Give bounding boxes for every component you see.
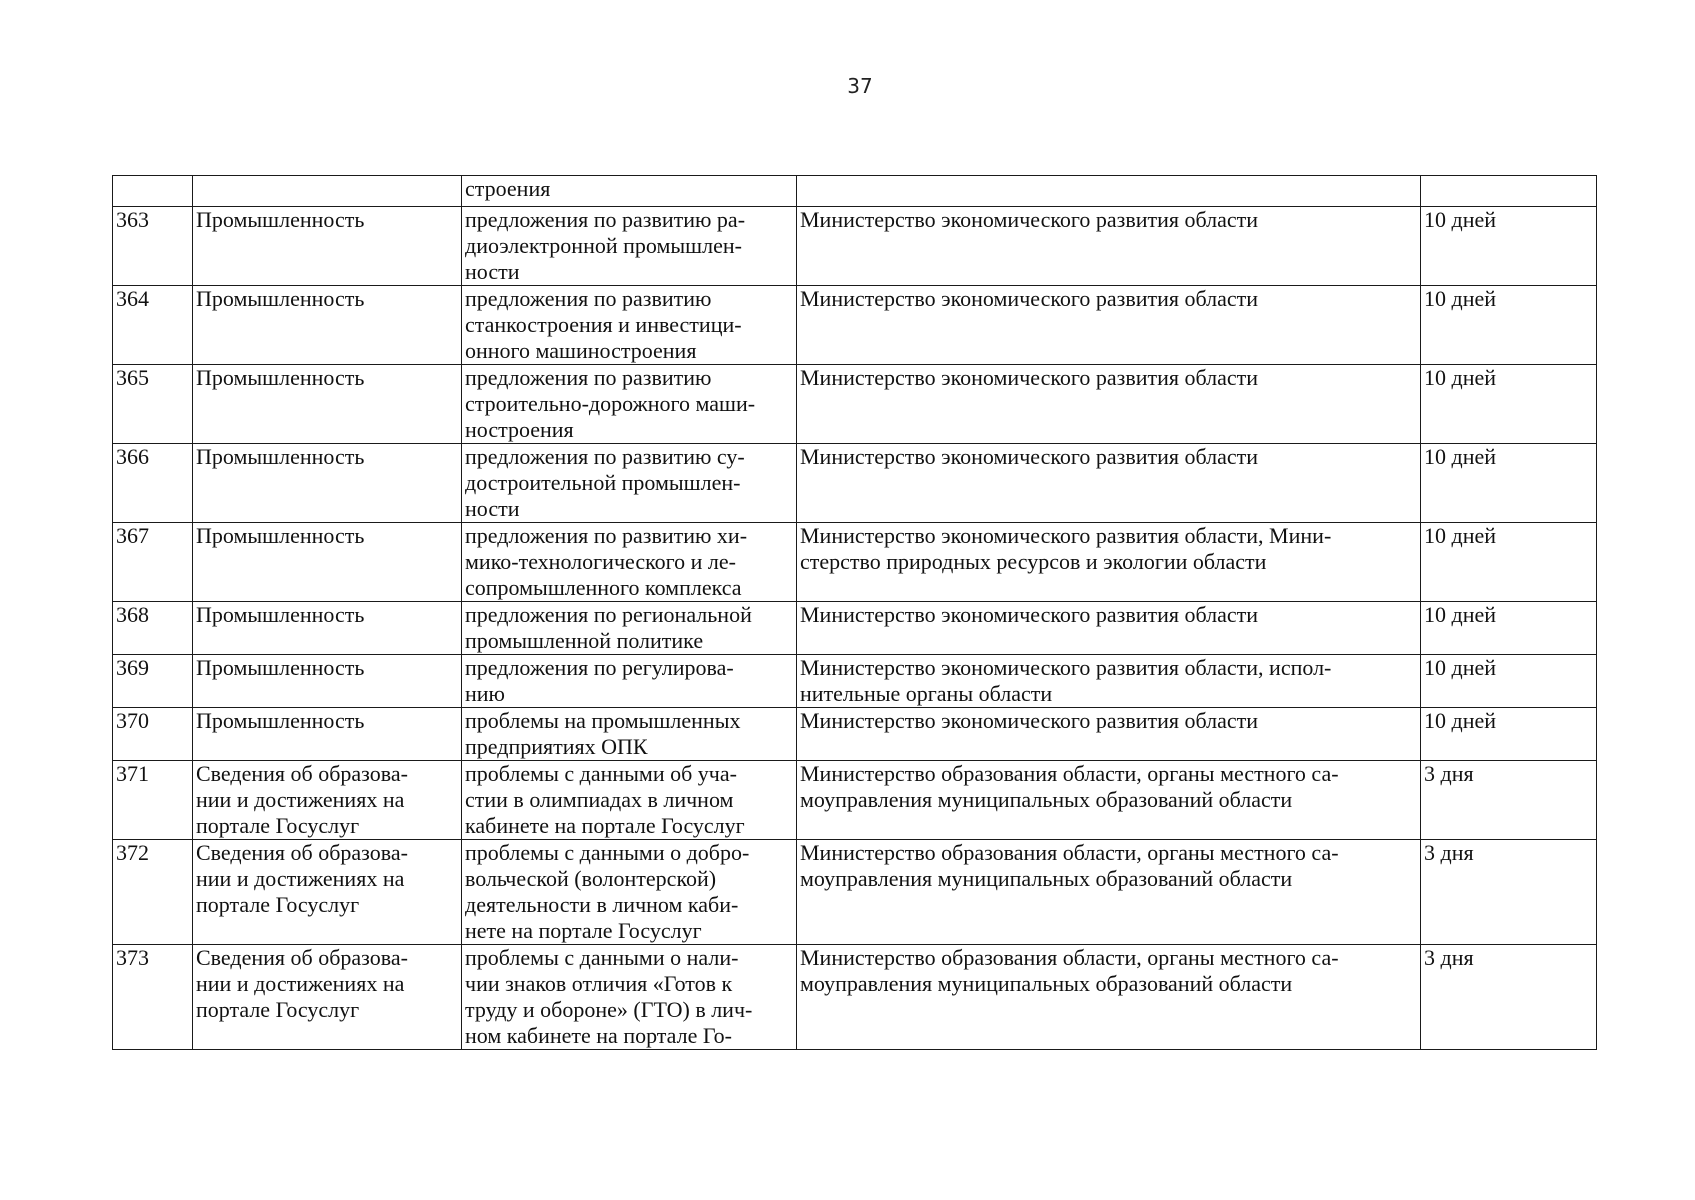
cell-term: [1421, 176, 1597, 207]
cell-subject: [462, 602, 797, 655]
table-row: [113, 840, 1597, 945]
cell-subject-text: проблемы с данными о нали- чии знаков отличия «Готов к труду и обороне» (ГТО) в лич- ном кабинете на портале Го-: [465, 945, 753, 1048]
cell-topic: [193, 655, 462, 708]
continuation-subject: строения: [465, 176, 551, 201]
cell-topic: [193, 840, 462, 945]
cell-topic-text: Промышленность: [196, 602, 365, 627]
cell-topic: [193, 444, 462, 523]
cell-organization-text: Министерство экономического развития области: [800, 602, 1259, 627]
cell-subject: [462, 207, 797, 286]
cell-number: [113, 655, 193, 708]
cell-organization-text: Министерство экономического развития области: [800, 365, 1259, 390]
cell-number: [113, 176, 193, 207]
cell-subject-text: проблемы на промышленных предприятиях ОПК: [465, 708, 741, 759]
continuation-row: [113, 176, 1597, 207]
cell-subject-text: предложения по регулирова- нию: [465, 655, 734, 706]
table-row: [113, 945, 1597, 1050]
cell-subject-text: предложения по развитию хи- мико-технологического и ле- сопромышленного комплекса: [465, 523, 748, 600]
cell-number-text: 370: [116, 708, 149, 733]
cell-term-text: 10 дней: [1424, 286, 1497, 311]
cell-term: [1421, 207, 1597, 286]
cell-number: [113, 761, 193, 840]
cell-organization: [797, 286, 1421, 365]
cell-topic-text: Сведения об образова- нии и достижениях на портале Госуслуг: [196, 761, 408, 838]
cell-number: [113, 286, 193, 365]
cell-organization-text: Министерство экономического развития области: [800, 444, 1259, 469]
cell-term-text: 10 дней: [1424, 655, 1497, 680]
cell-number: [113, 523, 193, 602]
cell-number-text: 364: [116, 286, 149, 311]
table-row: [113, 708, 1597, 761]
cell-number-text: 372: [116, 840, 149, 865]
cell-subject-text: проблемы с данными о добро- вольческой (волонтерской) деятельности в личном каби- нете на портале Госуслуг: [465, 840, 750, 943]
cell-topic: [193, 602, 462, 655]
cell-topic-text: Промышленность: [196, 365, 365, 390]
cell-organization: [797, 708, 1421, 761]
cell-topic-text: Промышленность: [196, 207, 365, 232]
cell-number: [113, 602, 193, 655]
cell-subject: [462, 176, 797, 207]
cell-subject-text: предложения по развитию су- достроительной промышлен- ности: [465, 444, 745, 521]
cell-organization: [797, 523, 1421, 602]
cell-topic: [193, 523, 462, 602]
cell-topic: [193, 365, 462, 444]
cell-topic: [193, 286, 462, 365]
cell-subject: [462, 945, 797, 1050]
cell-term-text: 10 дней: [1424, 365, 1497, 390]
cell-organization: [797, 945, 1421, 1050]
cell-term: [1421, 286, 1597, 365]
cell-subject: [462, 523, 797, 602]
cell-term: [1421, 945, 1597, 1050]
cell-organization: [797, 365, 1421, 444]
cell-term-text: 3 дня: [1424, 945, 1474, 970]
cell-topic-text: Промышленность: [196, 444, 365, 469]
cell-organization-text: Министерство экономического развития области: [800, 708, 1259, 733]
cell-number: [113, 365, 193, 444]
cell-term-text: 3 дня: [1424, 761, 1474, 786]
cell-number-text: 366: [116, 444, 149, 469]
table-row: [113, 207, 1597, 286]
cell-term-text: 10 дней: [1424, 708, 1497, 733]
cell-organization: [797, 444, 1421, 523]
cell-organization: [797, 176, 1421, 207]
cell-number: [113, 708, 193, 761]
cell-topic: [193, 207, 462, 286]
cell-term: [1421, 840, 1597, 945]
cell-term-text: 10 дней: [1424, 444, 1497, 469]
cell-subject-text: предложения по региональной промышленной политике: [465, 602, 752, 653]
cell-subject: [462, 286, 797, 365]
cell-organization: [797, 761, 1421, 840]
cell-term: [1421, 523, 1597, 602]
cell-organization-text: Министерство образования области, органы местного са- моуправления муниципальных образований области: [800, 945, 1339, 996]
cell-organization-text: Министерство экономического развития области: [800, 207, 1259, 232]
cell-number-text: 373: [116, 945, 149, 970]
cell-topic-text: Промышленность: [196, 708, 365, 733]
cell-number-text: 363: [116, 207, 149, 232]
cell-number-text: 368: [116, 602, 149, 627]
cell-topic-text: Сведения об образова- нии и достижениях на портале Госуслуг: [196, 840, 408, 917]
cell-number-text: 365: [116, 365, 149, 390]
cell-organization: [797, 207, 1421, 286]
cell-number: [113, 444, 193, 523]
cell-number: [113, 207, 193, 286]
cell-topic: [193, 945, 462, 1050]
cell-organization: [797, 602, 1421, 655]
table-row: [113, 444, 1597, 523]
cell-number: [113, 945, 193, 1050]
cell-organization-text: Министерство экономического развития области, испол- нительные органы области: [800, 655, 1332, 706]
cell-term-text: 10 дней: [1424, 207, 1497, 232]
table-row: [113, 286, 1597, 365]
cell-term: [1421, 761, 1597, 840]
cell-subject: [462, 708, 797, 761]
cell-term-text: 3 дня: [1424, 840, 1474, 865]
cell-subject: [462, 655, 797, 708]
table-body: [113, 176, 1597, 1050]
table-row: [113, 365, 1597, 444]
cell-topic: [193, 176, 462, 207]
cell-term: [1421, 655, 1597, 708]
cell-subject: [462, 761, 797, 840]
appeals-table: [112, 175, 1597, 1050]
cell-organization-text: Министерство экономического развития области, Мини- стерство природных ресурсов и экологии области: [800, 523, 1332, 574]
cell-subject-text: предложения по развитию строительно-дорожного маши- ностроения: [465, 365, 756, 442]
cell-organization: [797, 655, 1421, 708]
cell-organization-text: Министерство образования области, органы местного са- моуправления муниципальных образований области: [800, 840, 1339, 891]
cell-topic-text: Сведения об образова- нии и достижениях на портале Госуслуг: [196, 945, 408, 1022]
table-row: [113, 602, 1597, 655]
cell-term: [1421, 602, 1597, 655]
cell-organization-text: Министерство экономического развития области: [800, 286, 1259, 311]
cell-number-text: 369: [116, 655, 149, 680]
cell-term: [1421, 444, 1597, 523]
cell-number: [113, 840, 193, 945]
cell-subject-text: проблемы с данными об уча- стии в олимпиадах в личном кабинете на портале Госуслуг: [465, 761, 745, 838]
cell-subject: [462, 444, 797, 523]
cell-topic-text: Промышленность: [196, 523, 365, 548]
cell-term-text: 10 дней: [1424, 602, 1497, 627]
table-row: [113, 761, 1597, 840]
table-row: [113, 523, 1597, 602]
cell-term: [1421, 365, 1597, 444]
cell-organization: [797, 840, 1421, 945]
cell-term: [1421, 708, 1597, 761]
cell-subject-text: предложения по развитию станкостроения и инвестици- онного машиностроения: [465, 286, 742, 363]
cell-number-text: 371: [116, 761, 149, 786]
cell-subject: [462, 365, 797, 444]
cell-subject-text: предложения по развитию ра- диоэлектронной промышлен- ности: [465, 207, 746, 284]
cell-topic: [193, 708, 462, 761]
table-row: [113, 655, 1597, 708]
page-number: 37: [847, 74, 873, 98]
cell-topic-text: Промышленность: [196, 286, 365, 311]
cell-topic: [193, 761, 462, 840]
cell-term-text: 10 дней: [1424, 523, 1497, 548]
cell-topic-text: Промышленность: [196, 655, 365, 680]
cell-subject: [462, 840, 797, 945]
cell-number-text: 367: [116, 523, 149, 548]
cell-organization-text: Министерство образования области, органы местного са- моуправления муниципальных образований области: [800, 761, 1339, 812]
